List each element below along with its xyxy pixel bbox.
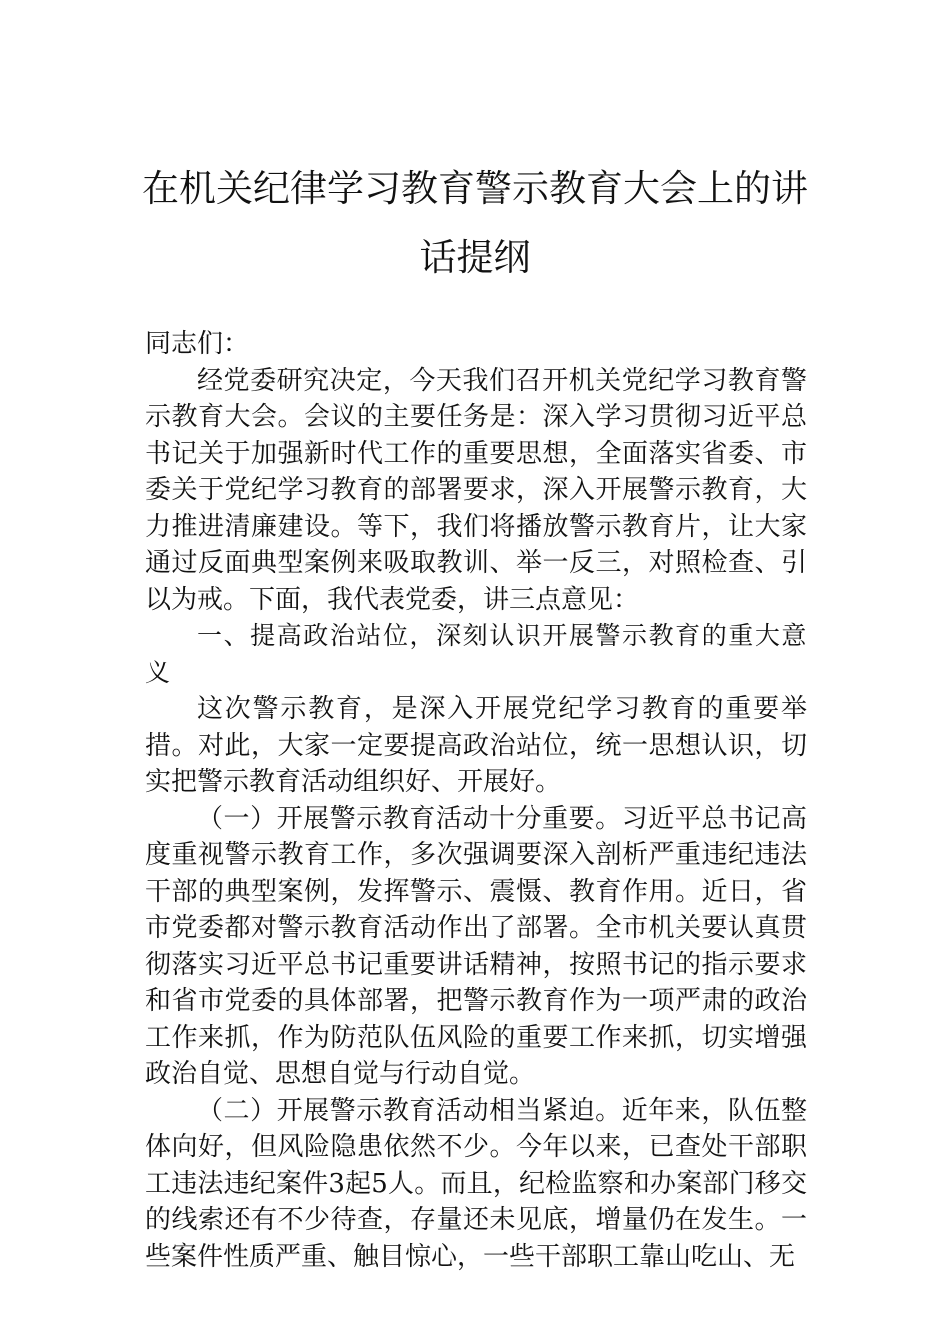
- salutation: 同志们：: [145, 329, 250, 359]
- paragraph-subsection-2: （二）开展警示教育活动相当紧迫。近年来，队伍整体向好，但风险隐患依然不少。今年以来，已查处干部职工违法违纪案件3起5人。而且，纪检监察和办案部门移交的线索还有不少待查，存量还未见底，增量仍在发生。一些案件性质严重、触目惊心，一些干部职工靠山吃山、无: [145, 1095, 807, 1272]
- section-heading-1: 一、提高政治站位，深刻认识开展警示教育的重大意义: [145, 621, 807, 687]
- document-title-line-2: 话提纲: [419, 236, 531, 279]
- paragraph-intro: 经党委研究决定，今天我们召开机关党纪学习教育警示教育大会。会议的主要任务是：深入学习贯彻习近平总书记关于加强新时代工作的重要思想，全面落实省委、市委关于党纪学习教育的部署要求，深入开展警示教育，大力推进清廉建设。等下，我们将播放警示教育片，让大家通过反面典型案例来吸取教训、举一反三，对照检查、引以为戒。下面，我代表党委，讲三点意见：: [145, 365, 807, 615]
- document-body: [145, 326, 807, 1275]
- document-title-line-1: 在机关纪律学习教育警示教育大会上的讲: [142, 167, 808, 210]
- paragraph-section-1-intro: 这次警示教育，是深入开展党纪学习教育的重要举措。对此，大家一定要提高政治站位，统一思想认识，切实把警示教育活动组织好、开展好。: [145, 694, 807, 797]
- paragraph-subsection-1: （一）开展警示教育活动十分重要。习近平总书记高度重视警示教育工作，多次强调要深入剖析严重违纪违法干部的典型案例，发挥警示、震慑、教育作用。近日，省市党委都对警示教育活动作出了部署。全市机关要认真贯彻落实习近平总书记重要讲话精神，按照书记的指示要求和省市党委的具体部署，把警示教育作为一项严肃的政治工作来抓，作为防范队伍风险的重要工作来抓，切实增强政治自觉、思想自觉与行动自觉。: [145, 803, 807, 1089]
